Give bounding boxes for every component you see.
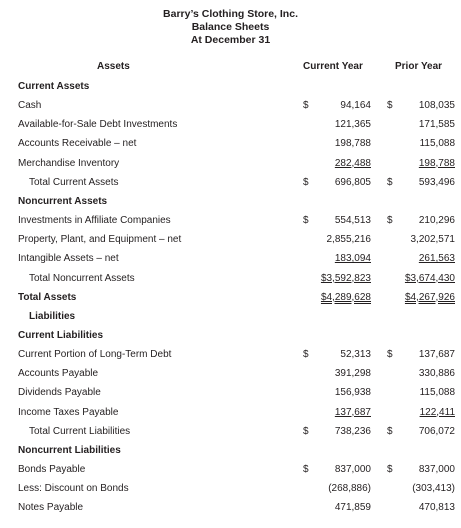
current-year-column-header: Current Year xyxy=(303,61,363,72)
statement-row xyxy=(0,462,461,481)
current-year-value: 696,805 xyxy=(334,176,371,188)
currency-symbol: $ xyxy=(387,464,393,475)
currency-symbol: $ xyxy=(303,425,309,437)
statement-row xyxy=(0,156,461,175)
row-label: Investments in Affiliate Companies xyxy=(18,215,171,227)
current-year-value: 738,236 xyxy=(334,425,371,437)
prior-year-value: 198,788 xyxy=(418,157,455,169)
statement-row xyxy=(0,424,461,443)
currency-symbol: $ xyxy=(303,100,309,112)
row-label: Noncurrent Liabilities xyxy=(18,444,121,456)
statement-row xyxy=(0,385,461,404)
prior-year-value: 330,886 xyxy=(418,368,455,380)
current-year-value: 137,687 xyxy=(334,406,371,418)
statement-row xyxy=(0,271,461,290)
statement-row xyxy=(0,443,461,462)
statement-row xyxy=(0,213,461,232)
row-label: Total Assets xyxy=(18,291,77,303)
current-year-value: 198,788 xyxy=(334,138,371,150)
currency-symbol: $ xyxy=(303,464,309,475)
currency-symbol: $ xyxy=(387,425,393,437)
row-label: Dividends Payable xyxy=(18,387,101,399)
current-year-value: $3,592,823 xyxy=(320,272,371,284)
company-name: Barry’s Clothing Store, Inc. xyxy=(163,8,298,20)
assets-column-header: Assets xyxy=(97,61,130,72)
prior-year-value: 470,813 xyxy=(418,502,455,514)
prior-year-value: 137,687 xyxy=(418,349,455,361)
prior-year-value: 837,000 xyxy=(418,464,455,475)
statement-row xyxy=(0,98,461,117)
prior-year-value: 261,563 xyxy=(418,253,455,265)
currency-symbol: $ xyxy=(303,349,309,361)
prior-year-value: 171,585 xyxy=(418,119,455,131)
statement-row xyxy=(0,79,461,98)
current-year-value: 837,000 xyxy=(334,464,371,475)
prior-year-value: 115,088 xyxy=(419,138,455,150)
current-year-value: 121,365 xyxy=(334,119,371,131)
statement-row xyxy=(0,500,461,519)
current-year-value: 554,513 xyxy=(334,215,371,227)
statement-row xyxy=(0,481,461,500)
prior-year-value: 593,496 xyxy=(418,176,455,188)
row-label: Accounts Payable xyxy=(18,368,99,380)
row-label: Bonds Payable xyxy=(18,464,86,475)
row-label: Current Portion of Long-Term Debt xyxy=(18,349,172,361)
current-year-value: 183,094 xyxy=(334,253,371,265)
statement-row xyxy=(0,309,461,328)
row-label: Less: Discount on Bonds xyxy=(18,483,129,495)
statement-row xyxy=(0,328,461,347)
row-label: Current Liabilities xyxy=(18,329,104,341)
row-label: Available-for-Sale Debt Investments xyxy=(18,119,178,131)
prior-year-value: 108,035 xyxy=(418,100,455,112)
row-label: Cash xyxy=(18,100,42,112)
statement-row xyxy=(0,251,461,270)
row-label: Total Current Assets xyxy=(29,176,119,188)
row-label: Total Current Liabilities xyxy=(29,425,131,437)
statement-row xyxy=(0,136,461,155)
current-year-value: 391,298 xyxy=(334,368,371,380)
statement-row xyxy=(0,194,461,213)
currency-symbol: $ xyxy=(387,215,393,227)
current-year-value: 282,488 xyxy=(334,157,371,169)
prior-year-value: 115,088 xyxy=(419,387,455,399)
current-year-value: 94,164 xyxy=(340,100,371,112)
current-year-value: 2,855,216 xyxy=(326,234,371,246)
current-year-value: 52,313 xyxy=(340,349,371,361)
prior-year-value: $4,267,926 xyxy=(404,291,455,303)
statement-row xyxy=(0,347,461,366)
statement-title: Balance Sheets xyxy=(191,21,270,33)
prior-year-value: 3,202,571 xyxy=(410,234,455,246)
prior-year-value: $3,674,430 xyxy=(404,272,455,284)
row-label: Noncurrent Assets xyxy=(18,195,108,207)
current-year-value: 471,859 xyxy=(334,502,371,514)
row-label: Intangible Assets – net xyxy=(18,253,119,265)
current-year-value: 156,938 xyxy=(334,387,371,399)
prior-year-value: (303,413) xyxy=(412,483,455,495)
currency-symbol: $ xyxy=(303,176,309,188)
row-label: Merchandise Inventory xyxy=(18,157,120,169)
currency-symbol: $ xyxy=(387,100,393,112)
currency-symbol: $ xyxy=(387,176,393,188)
statement-date: At December 31 xyxy=(190,34,271,46)
statement-row xyxy=(0,290,461,309)
currency-symbol: $ xyxy=(387,349,393,361)
statement-row xyxy=(0,366,461,385)
row-label: Accounts Receivable – net xyxy=(18,138,137,150)
row-label: Property, Plant, and Equipment – net xyxy=(18,234,182,246)
prior-year-value: 706,072 xyxy=(418,425,455,437)
statement-row xyxy=(0,175,461,194)
statement-row xyxy=(0,117,461,136)
prior-year-value: 210,296 xyxy=(418,215,455,227)
prior-year-value: 122,411 xyxy=(419,406,455,418)
row-label: Income Taxes Payable xyxy=(18,406,119,418)
current-year-value: (268,886) xyxy=(328,483,371,495)
current-year-value: $4,289,628 xyxy=(320,291,371,303)
row-label: Total Noncurrent Assets xyxy=(29,272,135,284)
prior-year-column-header: Prior Year xyxy=(395,61,443,72)
statement-row xyxy=(0,405,461,424)
row-label: Notes Payable xyxy=(18,502,84,514)
row-label: Current Assets xyxy=(18,81,90,92)
row-label: Liabilities xyxy=(29,310,76,322)
currency-symbol: $ xyxy=(303,215,309,227)
statement-row xyxy=(0,232,461,251)
